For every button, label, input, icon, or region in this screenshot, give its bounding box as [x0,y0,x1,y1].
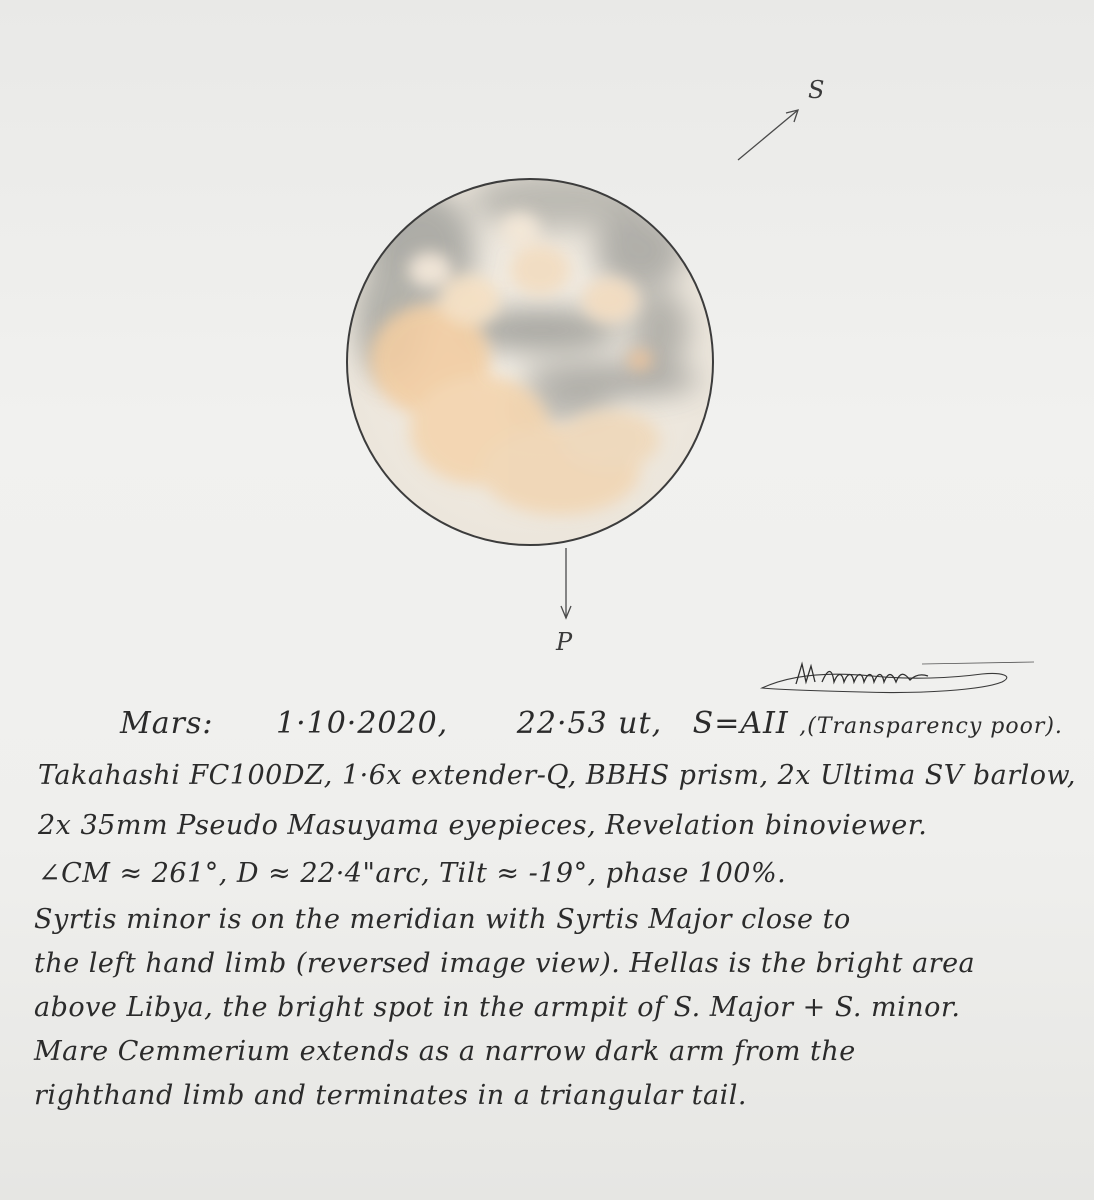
heading-transparency: ,(Transparency poor). [799,714,1063,739]
notes-line-description-1: Syrtis minor is on the meridian with Syrtis Major close to [34,904,851,935]
heading-date: 1·10·2020, [276,706,449,741]
notes-line-description-3: above Libya, the bright spot in the armpit of S. Major + S. minor. [34,992,961,1023]
heading-seeing: S=AII [692,706,789,741]
heading-planet: Mars: [120,706,214,741]
preceding-arrow [561,548,571,618]
south-arrow [738,110,798,160]
heading-time: 22·53 ut, [516,706,663,741]
artist-signature [752,654,1042,704]
notes-heading [120,706,1063,741]
notes-line-parameters: ∠CM ≈ 261°, D ≈ 22·4"arc, Tilt ≈ -19°, phase 100%. [38,858,787,889]
notes-line-equipment-1: Takahashi FC100DZ, 1·6x extender-Q, BBHS prism, 2x Ultima SV barlow, [38,760,1077,791]
south-label: S [808,76,825,104]
notes-line-description-4: Mare Cemmerium extends as a narrow dark arm from the [34,1036,856,1067]
polar-cap [664,209,688,227]
notes-line-description-5: righthand limb and terminates in a triangular tail. [34,1080,747,1111]
notes-line-equipment-2: 2x 35mm Pseudo Masuyama eyepieces, Revelation binoviewer. [38,810,928,841]
preceding-label: P [556,628,573,656]
notes-line-description-2: the left hand limb (reversed image view). Hellas is the bright area [34,948,976,979]
